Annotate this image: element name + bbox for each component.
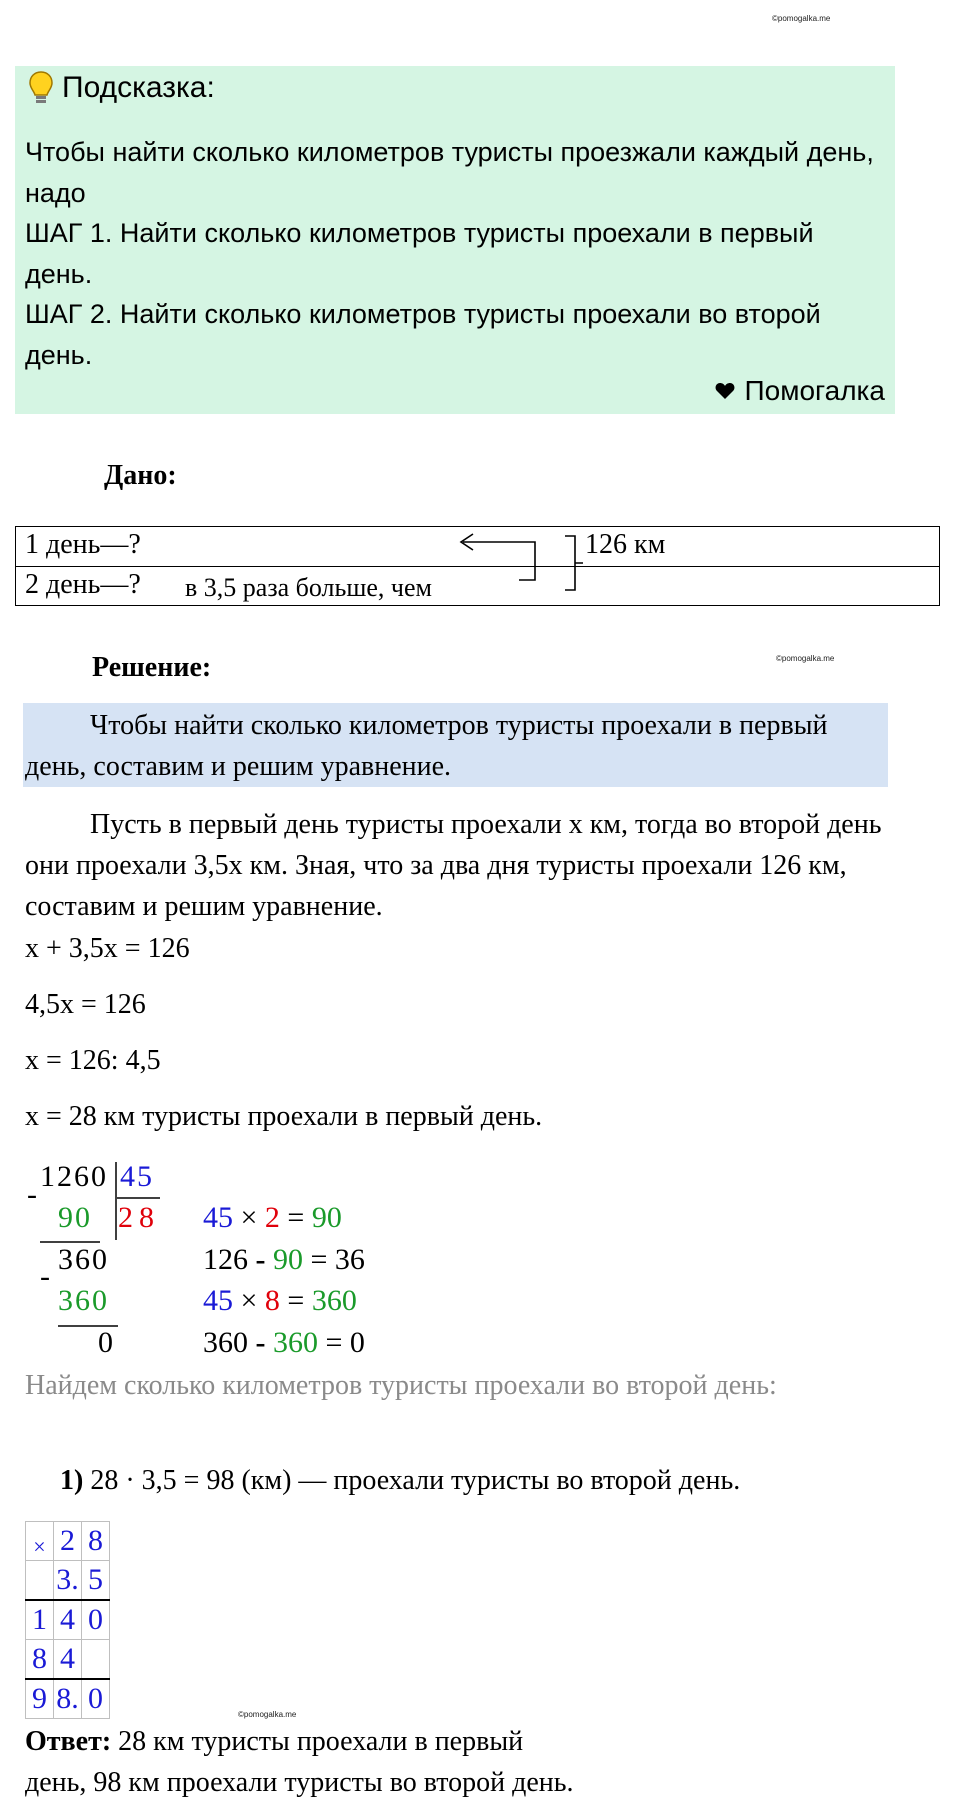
answer-line-1: Ответ: 28 км туристы проехали в первый [25, 1726, 524, 1757]
given-total: 126 км [585, 529, 666, 560]
hint-step-1: ШАГ 1. Найти сколько километров туристы проехали в первый день. [25, 218, 814, 289]
grid-cell: 9 [26, 1679, 54, 1719]
watermark: ©pomogalka.me [238, 1710, 297, 1719]
grid-row [26, 1640, 110, 1680]
grid-cell: 4 [54, 1600, 82, 1640]
watermark: ©pomogalka.me [776, 654, 835, 663]
solution-paragraph: Пусть в первый день туристы проехали x км, тогда во второй день они проехали 3,5x км. Зная, что за два дня туристы проехали 126 км, составим и решим уравнение. [25, 809, 882, 922]
division-note-2: 126 - 90 = 36 [203, 1243, 365, 1276]
division-note-4: 360 - 360 = 0 [203, 1326, 365, 1359]
solution-heading: Решение: [92, 652, 212, 683]
grid-cell: 8 [82, 1522, 110, 1561]
heart-icon [715, 382, 735, 400]
grid-cell [26, 1561, 54, 1601]
given-arrows [455, 528, 590, 598]
hint-body [25, 132, 885, 375]
grid-row [26, 1600, 110, 1640]
hint-signature: Помогалка [715, 375, 885, 407]
division-minus: - [40, 1260, 50, 1293]
multiplication-grid [25, 1521, 110, 1719]
step-intro: Найдем сколько километров туристы проехали во второй день: [25, 1370, 777, 1401]
grid-cell: 8. [54, 1679, 82, 1719]
equation-1: x + 3,5x = 126 [25, 933, 190, 964]
answer-line-2: день, 98 км проехали туристы во второй день. [25, 1767, 574, 1798]
given-heading: Дано: [104, 460, 177, 491]
grid-row [26, 1561, 110, 1601]
grid-cell: 0 [82, 1679, 110, 1719]
division-minus: - [27, 1178, 37, 1211]
given-relation: в 3,5 раза больше, чем [185, 573, 432, 602]
division-note-1: 45 × 2 = 90 [203, 1201, 342, 1234]
hint-title: Подсказка: [28, 70, 215, 106]
hint-step-2: ШАГ 2. Найти сколько километров туристы проехали во второй день. [25, 299, 821, 370]
equation-2: 4,5x = 126 [25, 989, 146, 1020]
division-sub-1: 90 [58, 1201, 92, 1234]
division-rem-1: 360 [58, 1243, 109, 1276]
division-sub-2: 360 [58, 1284, 109, 1317]
given-row-1: 1 день—? [25, 529, 141, 560]
grid-cell: 5 [82, 1561, 110, 1601]
grid-cell: 8 [26, 1640, 54, 1680]
grid-cell: × [26, 1522, 54, 1561]
grid-cell: 0 [82, 1600, 110, 1640]
lightbulb-icon [28, 70, 54, 106]
equation-4: x = 28 км туристы проехали в первый день. [25, 1101, 543, 1132]
watermark: ©pomogalka.me [772, 14, 831, 23]
division-divisor: 45 [120, 1160, 154, 1193]
grid-cell: 2 [54, 1522, 82, 1561]
grid-cell: 4 [54, 1640, 82, 1680]
division-quotient: 28 [118, 1201, 160, 1234]
grid-row [26, 1522, 110, 1561]
step-1: 1) 28 · 3,5 = 98 (км) — проехали туристы во второй день. [60, 1465, 741, 1496]
given-row-2: 2 день—? [25, 569, 141, 600]
grid-cell: 3. [54, 1561, 82, 1601]
division-note-3: 45 × 8 = 360 [203, 1284, 357, 1317]
division-rem-2: 0 [98, 1326, 113, 1359]
grid-cell [82, 1640, 110, 1680]
grid-cell: 1 [26, 1600, 54, 1640]
highlight-text: Чтобы найти сколько километров туристы проехали в первый день, составим и решим уравнение. [25, 710, 828, 782]
equation-3: x = 126: 4,5 [25, 1045, 161, 1076]
grid-row [26, 1679, 110, 1719]
hint-line: Чтобы найти сколько километров туристы проезжали каждый день, надо [25, 137, 874, 208]
division-dividend: 1260 [40, 1160, 108, 1193]
